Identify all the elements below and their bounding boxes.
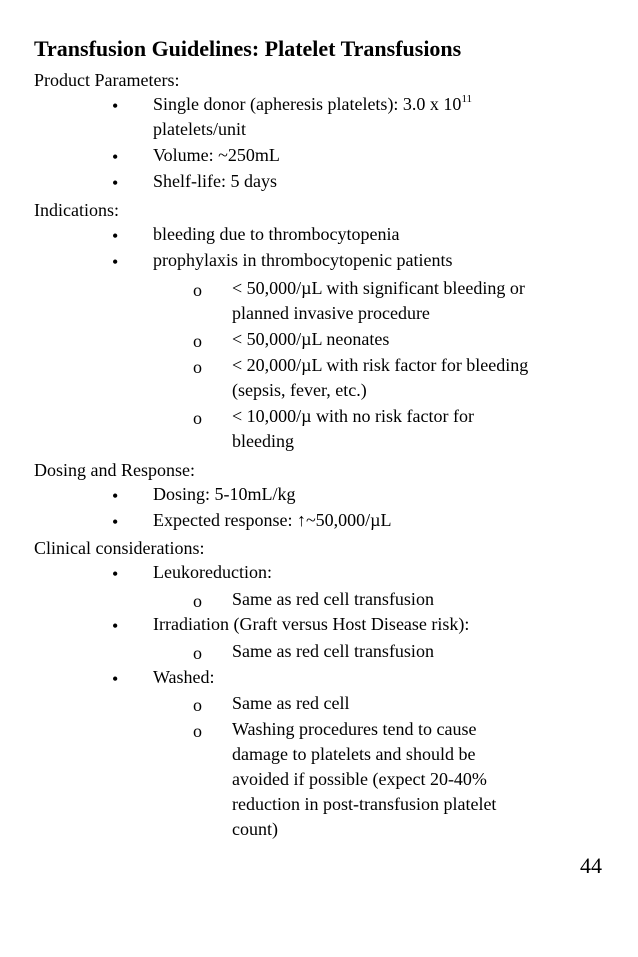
list-item: Expected response: ↑~50,000/µL — [153, 510, 392, 530]
sub-bullet-icon: o — [193, 695, 202, 715]
sub-list-item: < 10,000/µ with no risk factor for — [232, 406, 474, 426]
bullet-icon: • — [112, 226, 119, 246]
sub-list-item-continuation: (sepsis, fever, etc.) — [232, 380, 367, 400]
bullet-icon: • — [112, 252, 119, 272]
list-item: Single donor (apheresis platelets): 3.0 x $10^{11}$ — [153, 93, 473, 114]
section-heading-indications: Indications: — [34, 200, 119, 220]
list-item: Leukoreduction: — [153, 562, 272, 582]
sub-bullet-icon: o — [193, 280, 202, 300]
sub-list-item-continuation: reduction in post-transfusion platelet — [232, 794, 497, 814]
sub-list-item: < 20,000/µL with risk factor for bleeding — [232, 355, 529, 375]
bullet-icon: • — [112, 669, 119, 689]
section-heading-product: Product Parameters: — [34, 70, 180, 90]
sub-list-item: Same as red cell transfusion — [232, 641, 434, 661]
sub-list-item-continuation: damage to platelets and should be — [232, 744, 476, 764]
section-heading-clinical: Clinical considerations: — [34, 538, 205, 558]
sub-bullet-icon: o — [193, 643, 202, 663]
sub-list-item: < 50,000/µL neonates — [232, 329, 390, 349]
section-heading-dosing: Dosing and Response: — [34, 460, 195, 480]
list-item: Volume: ~250mL — [153, 145, 280, 165]
bullet-icon: • — [112, 512, 119, 532]
list-item: Washed: — [153, 667, 215, 687]
sub-bullet-icon: o — [193, 357, 202, 377]
bullet-icon: • — [112, 147, 119, 167]
list-item-continuation: platelets/unit — [153, 119, 246, 139]
list-item: Irradiation (Graft versus Host Disease risk): — [153, 614, 470, 634]
sub-bullet-icon: o — [193, 591, 202, 611]
bullet-icon: • — [112, 616, 119, 636]
sub-list-item: Same as red cell — [232, 693, 350, 713]
bullet-icon: • — [112, 564, 119, 584]
bullet-icon: • — [112, 173, 119, 193]
bullet-icon: • — [112, 486, 119, 506]
list-item: Shelf-life: 5 days — [153, 171, 277, 191]
sub-list-item-continuation: bleeding — [232, 431, 294, 451]
sub-bullet-icon: o — [193, 721, 202, 741]
sub-list-item-continuation: avoided if possible (expect 20-40% — [232, 769, 487, 789]
list-item: bleeding due to thrombocytopenia — [153, 224, 400, 244]
sub-bullet-icon: o — [193, 331, 202, 351]
sub-list-item-continuation: count) — [232, 819, 278, 839]
sub-list-item: Same as red cell transfusion — [232, 589, 434, 609]
sub-list-item: < 50,000/µL with significant bleeding or — [232, 278, 525, 298]
bullet-icon: • — [112, 96, 119, 116]
list-item: prophylaxis in thrombocytopenic patients — [153, 250, 453, 270]
list-item: Dosing: 5-10mL/kg — [153, 484, 296, 504]
sub-list-item-continuation: planned invasive procedure — [232, 303, 430, 323]
sub-list-item: Washing procedures tend to cause — [232, 719, 477, 739]
sub-bullet-icon: o — [193, 408, 202, 428]
page-title: Transfusion Guidelines: Platelet Transfusions — [34, 36, 462, 61]
page-number: 44 — [580, 853, 602, 878]
